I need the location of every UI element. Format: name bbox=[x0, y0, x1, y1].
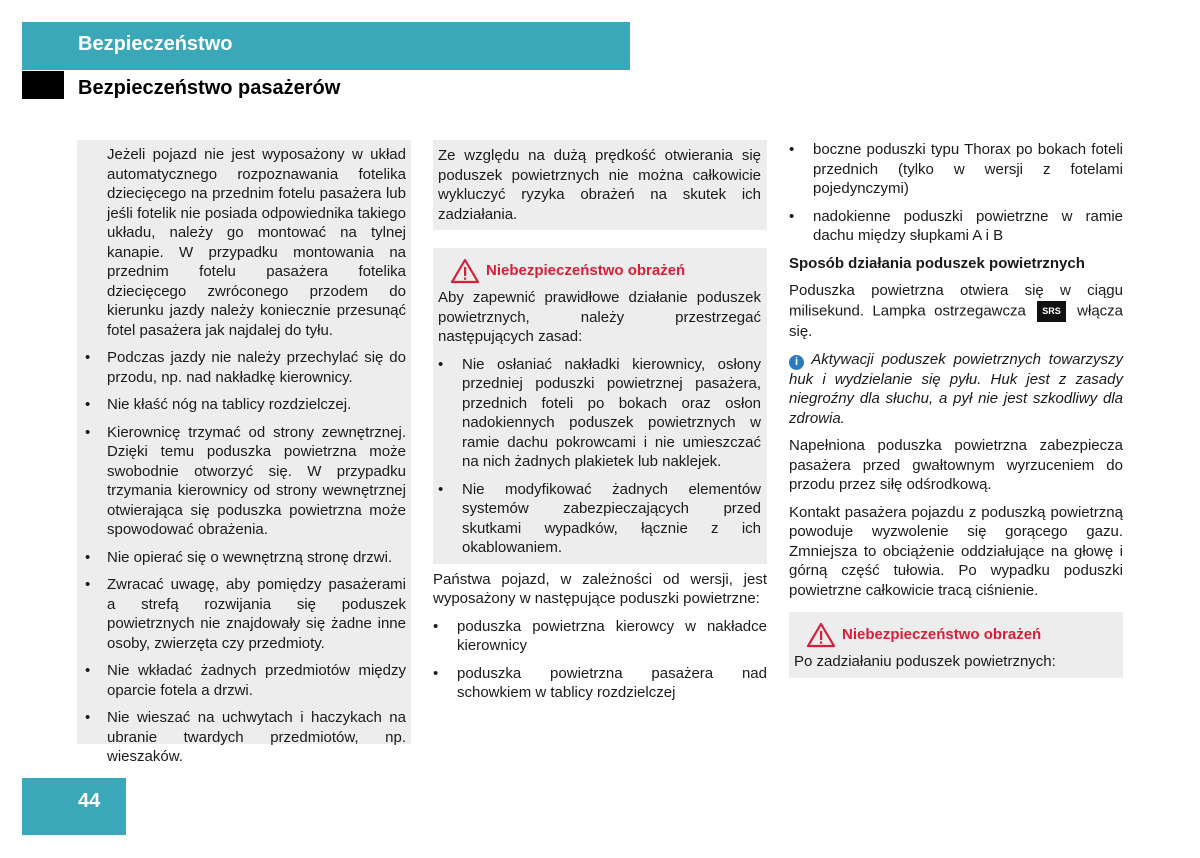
bullet-icon: • bbox=[85, 709, 91, 726]
warning-header bbox=[806, 622, 1117, 648]
chapter-title: Bezpieczeństwo bbox=[78, 33, 233, 55]
warning-text: Po zadziałaniu poduszek powietrznych: bbox=[794, 653, 1056, 670]
warning-triangle-icon bbox=[806, 622, 836, 648]
deployment-paragraph: Poduszka powietrzna otwiera się w ciągu milisekund. Lampka ostrzegawcza SRS włącza się. bbox=[789, 282, 1124, 340]
warning-intro: Aby zapewnić prawidłowe działanie poduszek powietrznych, należy przestrzegać następujących zasad: bbox=[438, 289, 761, 345]
airbag-list bbox=[433, 617, 767, 703]
warning-title: Niebezpieczeństwo obrażeń bbox=[842, 626, 1042, 644]
warning-box bbox=[789, 612, 1123, 678]
section-title: Bezpieczeństwo pasażerów bbox=[78, 77, 341, 99]
column-2 bbox=[433, 140, 767, 711]
intro-paragraph: Jeżeli pojazd nie jest wyposażony w układ automatycznego rozpoznawania fotelika dziecięcego na przednim fotelu pasażera lub jeśli fotelik nie posiada odpowiednika takiego układu, należy go montować na tylnej kanapie. W przypadku montowania na przednim fotelu pasażera fotelika dziecięcego zwróconego przodem do kierunku jazdy należy koniecznie przesunąć fotel pasażera jak najdalej do tyłu. bbox=[107, 146, 406, 339]
airbag-equipment-paragraph: Państwa pojazd, w zależności od wersji, jest wyposażony w następujące poduszki powietrzne: bbox=[433, 570, 767, 607]
note-box bbox=[433, 140, 767, 230]
bullet-icon: • bbox=[85, 349, 91, 366]
list-item: • poduszka powietrzna kierowcy w nakładce kierownicy bbox=[433, 617, 767, 654]
warning-header bbox=[450, 258, 761, 284]
bullet-icon: • bbox=[85, 423, 91, 441]
column-1-box bbox=[77, 140, 411, 765]
page-number-box bbox=[22, 778, 126, 835]
list-item: • poduszka powietrzna pasażera nad schowkiem w tablicy rozdzielczej bbox=[433, 664, 767, 701]
srs-warning-lamp-icon: SRS bbox=[1037, 301, 1066, 323]
bullet-icon: • bbox=[85, 662, 91, 679]
bullet-icon: • bbox=[85, 396, 91, 413]
list-item: • boczne poduszki typu Thorax po bokach foteli przednich (tylko w wersji z fotelami pojedynczymi) bbox=[789, 141, 1123, 197]
paragraph: Kontakt pasażera pojazdu z poduszką powietrzną powoduje wyzwolenie się gorącego gazu. Zmniejsza to obciążenie oddziałujące na głowę i górną część tułowia. Po wypadku poduszki powietrzne całkowicie tracą ciśnienie. bbox=[789, 503, 1123, 599]
section-marker bbox=[22, 71, 64, 99]
list-item: • Nie modyfikować żadnych elementów systemów zabezpieczających przed skutkami wypadków, łącznie z ich okablowaniem. bbox=[438, 480, 761, 556]
bullet-icon: • bbox=[789, 207, 795, 225]
bullet-icon: • bbox=[433, 664, 439, 682]
bullet-icon: • bbox=[438, 480, 444, 498]
list-item: • Nie kłaść nóg na tablicy rozdzielczej. bbox=[85, 396, 352, 413]
column-3 bbox=[789, 140, 1123, 678]
list-item: • Podczas jazdy nie należy przechylać się do przodu, np. nad nakładkę kierownicy. bbox=[85, 349, 406, 386]
airbag-list-continued bbox=[789, 140, 1123, 246]
subheading: Sposób działania poduszek powietrznych bbox=[789, 254, 1085, 272]
bullet-icon: • bbox=[85, 576, 91, 593]
list-item: • Zwracać uwagę, aby pomiędzy pasażerami a strefą rozwijania się poduszek powietrznych nie znajdowały się żadne inne osoby, zwierzęta czy przedmioty. bbox=[85, 576, 406, 652]
list-item: • Nie wieszać na uchwytach i haczykach na ubranie twardych przedmiotów, np. wieszaków. bbox=[85, 709, 406, 765]
info-icon: i bbox=[789, 355, 804, 370]
warning-title: Niebezpieczeństwo obrażeń bbox=[486, 262, 686, 280]
info-note: i Aktywacji poduszek powietrznych towarzyszy huk i wydzielanie się pyłu. Huk jest z zasady niegroźny dla słuchu, a pył nie jest szkodliwy dla zdrowia. bbox=[789, 350, 1123, 427]
page-number: 44 bbox=[78, 790, 101, 812]
list-item: • Nie opierać się o wewnętrzną stronę drzwi. bbox=[85, 548, 393, 566]
bullet-icon: • bbox=[433, 617, 439, 635]
warning-bullet-list bbox=[438, 355, 761, 558]
bullet-icon: • bbox=[789, 141, 795, 158]
list-item: • Kierownicę trzymać od strony zewnętrznej. Dzięki temu poduszka powietrzna może swobodnie otworzyć się. W przypadku trzymania kierownicy od strony wewnętrznej otwierająca się poduszka powietrzna może spowodować obrażenia. bbox=[85, 423, 406, 538]
list-item: • Nie osłaniać nakładki kierownicy, osłony przedniej poduszki powietrznej pasażera, przednich foteli po bokach oraz osłon nadokiennych poduszek powietrznych w ramie dachu pokrowcami i nie umieszczać na nich żadnych plakietek lub naklejek. bbox=[438, 355, 761, 470]
warning-box bbox=[433, 248, 767, 564]
list-item: • Nie wkładać żadnych przedmiotów między oparcie fotela a drzwi. bbox=[85, 662, 406, 699]
list-item: • nadokienne poduszki powietrzne w ramie dachu między słupkami A i B bbox=[789, 207, 1123, 244]
warning-triangle-icon bbox=[450, 258, 480, 284]
bullet-icon: • bbox=[438, 355, 444, 373]
col1-bullet-list bbox=[85, 348, 406, 767]
bullet-icon: • bbox=[85, 548, 91, 566]
note-text: Ze względu na dużą prędkość otwierania się poduszek powietrznych nie można całkowicie wykluczyć ryzyka obrażeń na skutek ich zadziałania. bbox=[438, 147, 761, 223]
paragraph: Napełniona poduszka powietrzna zabezpiecza pasażera przed gwałtownym wyrzuceniem do przodu przez siłę odśrodkową. bbox=[789, 437, 1123, 493]
